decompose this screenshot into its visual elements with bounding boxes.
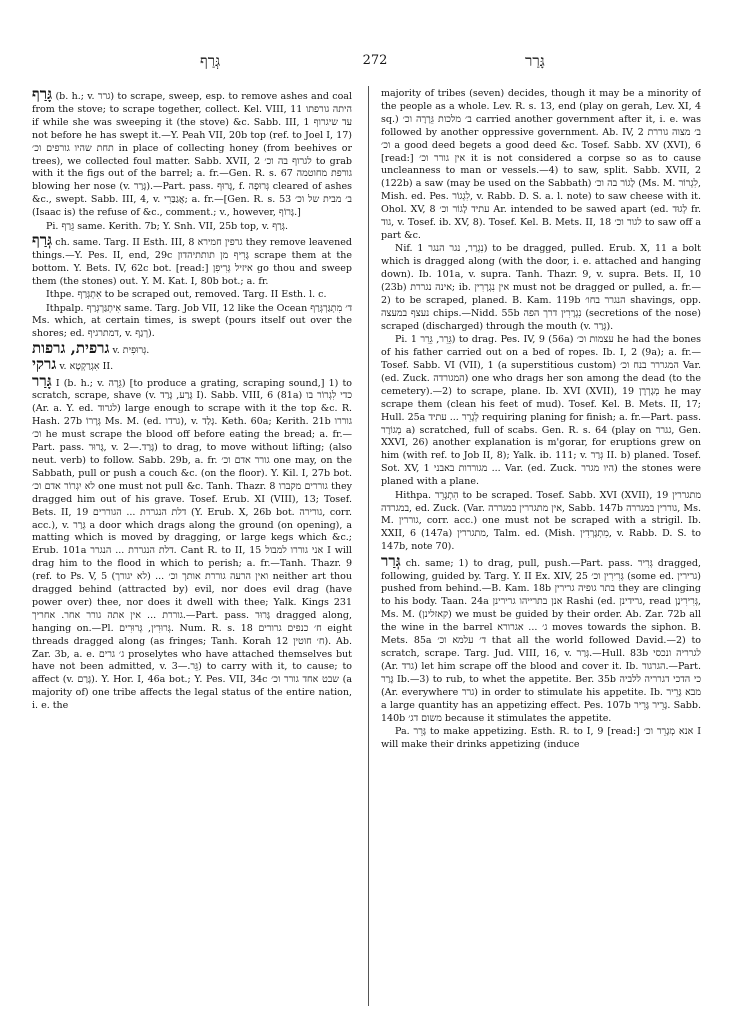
entry-text: Ithpe. אִתְגְּרַף to be scraped out, removed. Targ. II Esth. l. c. [46,289,327,301]
entry-text: (b. h.; v. גרר) to scrape, sweep, esp. to remove ashes and coal from the stove; to scrape together, collect. Kel. VIII, 11 היתה גורפתו if while she was sweeping it (the stove) &c. Sabb. III, 1 עד שיגרוף not before he has swept it.—Y. Peah VII, 20b top (ref. to Joel I, 17) תחת שהיו גורפים וכ׳ in place of collecting honey (from beehives or trees), we collected foul matter. Sabb. XVII, 2 לגרוף בה וכ׳ to grab with it the figs out of the barrel; a. fr.—Gen. R. s. 67 גורפת מחוטמה blowing her nose (v. גָּרַר).—Part. pass. גָּרוּף, f. גְּרוּפָה cleared of ashes &c., swept. Sabb. III, 4, v. אֲגַבַּרִי; a. fr.—[Gen. R. s. 53 ב׳ מבית של וכ׳ (Isaac is) the refuse of &c., comment.; v., however, גָּרוֹף.] [32,91,352,219]
dictionary-entry [32,338,352,358]
entry-text: v. גְּרוּפִית. [112,344,150,356]
entry-headword: גָּרַר [32,371,52,390]
dictionary-entry [32,88,352,220]
dictionary-entry [32,355,352,374]
left-running-head: גְּרַף [200,52,221,70]
entry-text: Pa. גָּרֵר to make appetizing. Esth. R. to I, 9 [read:] אנא מְגָרֵר וכ׳ I will make their drinks appetizing (induce [381,725,701,750]
page-header [0,52,750,76]
dictionary-entry [381,490,701,555]
dictionary-entry [32,221,352,234]
entry-text: Ithpalp. אִיתְגַּרְגְּרַף same. Targ. Job VII, 12 like the Ocean ד׳ מִתְגַּרְגְּרַף Ms. which, at certain times, is swept (pours itself out over the shores; ed. דמתרגיף, v. רְגַף). [32,302,352,340]
entry-headword: גרקי [32,355,57,374]
entry-text: I (b. h.; v. גֵּרָה) [to produce a grating, scraping sound,] 1) to scratch, scrape, shave (v. גָּרַע, גָּרַד I). Sabb. VIII, 6 (81a) כדי לִגְרוֹר בו (Ar. a. Y. ed. לגרוד) large enough to scrape with it the top &c. R. Hash. 27b גְּרָרוֹ Ms. M. (ed. גרדו), v. גָּלַד. Keth. 60a; Kerith. 21b גוררו וכ׳ he must scrape the blood off before eating the bread; a. fr.—Part. pass. גָּרוּר, v. גָּרַד.—2) to drag, to move without lifting; (also neut. verb) to follow. Sabb. 29b, a. fr. גורר אדם וכ׳ one may, on the Sabbath, pull or push a couch &c. (on the floor). Y. Kil. I, 27b bot. לא יִגְרוֹר אדם וכ׳ one must not pull &c. Tanh. Thazr. 8 גוררים מקברו they dragged him out of his grave. Tosef. Erub. XI (VIII), 13; Tosef. Bets. II, 19 דלת הנגררת ... הגוררים (Y. Erub. X, 26b bot. גורירה, corr. acc.), v. גְּרַר a door which drags along the ground (on opening), a matting which is moved by dragging, or large kegs which &c.; Erub. 101a דלת הנגררת ... הנגרר. Cant R. to II, 15 אני גוררו למבול I will drag him to the flood in which to perish; a. fr.—Tanh. Thazr. 9 (ref. to Ps. V, 5 (לא יגורך) ... ואין הרעה גוררת אותך וכ׳ neither art thou dragged behind (attracted by) evil, nor does evil drag (have power over) thee, nor does it dwell with thee; Yalk. Kings 231 גוררת ... אין אתה גורר אחר. אחריך.—Part. pass. גָּרוּר dragged along, hanging on.—Pl. גְּרוּרִין, גְּרוּרִים. Num. R. s. 18 ח׳ כנפים גרורים eight threads dragged along (as fringes; Tanh. Korah 12 ח׳ חוטין). Ab. Zar. 3b, a. e. ג׳ גרים proselytes who have attached themselves but have not been admitted, v. גֵּר.—3) to carry with it, to cause; to affect (v. גָּרַם). Y. Hor. I, 46a bot.; Y. Pes. VII, 34c שבט אחד גורר וכ׳ (a majority of) one tribe affects the legal status of the entire nation, i. e. the [32,377,352,712]
entry-text: majority of tribes (seven) decides, though it may be a minority of the people as a whole. Lev. R. s. 13, end (play on gerah, Lev. XI, 4 sq.) ב׳ מלכות גֵּרָרָה וכ׳ carried another government after it, i. e. was followed by another oppressive government. Ab. IV, 2 ב׳ מצוה גוררת וכ׳ a good deed begets a good deed &c. Tosef. Sabb. XV (XVI), 6 [read:] אין גורר וכ׳ it is not considered a corpse so as to cause uncleanness to man or vessels.—4) to saw, split. Sabb. XVII, 2 (122b) a saw (may be used on the Sabbath) לָגוֹר בה וכ׳ (Ms. M. לִגְרוֹר, Mish. ed. Pes. לִגְגוֹר, v. Rabb. D. S. a. l. note) to saw cheese with it. Ohol. XV, 8 עתיד לָגוֹר וכ׳ Ar. intended to be sawed apart (ed. לְגוּד fr. גוד, v. Tosef. ib. XV, 8). Tosef. Kel. B. Mets. II, 18 לגור וכ׳ to saw off a part &c. [381,88,701,241]
entry-text: ch. same. Targ. II Esth. III, 8 גרפין חמירא they remove leavened things.—Y. Pes. II, end, 29c גָּרִיף מן תותתיהדון scrape them at the bottom. Y. Bets. IV, 62c bot. [read:] איזיל גְּרִיפִן go thou and sweep them (the stones) out. Y. M. Kat. I, 80b bot.; a. fr. [32,236,352,287]
left-column [32,88,352,1013]
entry-headword: גְּרַר [381,551,401,570]
entry-text: Pi. גֵּרֵר, גֵּרֵר 1) to drag. Pes. IV, 9 (56a) עצמות וכ׳ he had the bones of his father carried out on a bed of ropes. Ib. I, 2 (9a); a. fr.—Tosef. Sabb. VI (VII), 1 (a superstitious custom) המגררר בנח וכ׳ Var. (ed. Zuck. המגורדה) one who drags her son among the dead (to the cemetery).—2) to scrape, plane. Ib. XVI (XVII), 19 מְגָרְרָן he may scrape them (clean his feet of mud). Tosef. Kel. B. Mets. II, 17; Hull. 25a לְגָרֵר ... עתיד requiring planing for finish; a. fr.—Part. pass. מְגוֹרָר a) scratched, full of scabs. Gen. R. s. 64 (play on גגרר, Gen. XXVI, 26) another explanation is m'gorar, for eruptions grew on him (with ref. to Job II, 8); Yalk. ib. 111; v. גְּרַר II. b) planed. Tosef. Sot. XV, 1 מגוררות באבני ... Var. (ed. Zuck. היו מגרר) the stones were planed with a plane. [381,334,701,488]
entry-text: ch. same; 1) to drag, pull, push.—Part. pass. גְּרִיר dragged, following, guided by. Targ. Y. II Ex. XIV, 25 גְּרִירִין וכ׳ (some ed. גרירין) pushed from behind.—B. Kam. 18b בתר גופיה גרירין they are clinging to his body. Taan. 24a אנן בתרייהו גרירינן Rashi (ed. גרידינן, read גְּרִירִינַן, Ms. M. (קאזלינן) we must be guided by their order. Ab. Zar. 72b all the wine in the barrel ג׳ ... אגרורא moves towards the siphon. B. Mets. 85a ד׳ עלמא וכ׳ that all the world followed David.—2) to scratch, scrape. Targ. Jud. VIII, 16, v. גְּרַר.—Hull. 83b לגרריה ונכסי (Ar. גרד) let him scrape off the blood and cover it. Ib. הגרגור.—Part. גָּרַר Ib.—3) to rub, to whet the appetite. Ber. 35b כי הדכי דגרריה ללביה (Ar. everywhere גרר) in order to stimulate his appetite. Ib. מבא גָּרֵיר a large quantity has an appetizing effect. Pes. 107b גָּרֵיר גָּרֵיר. Sabb. 140b משום דג׳ because it stimulates the appetite. [381,557,701,724]
dictionary-entry [32,371,352,714]
entry-headword: גְּרַף [32,230,53,249]
entry-text: Hithpa. הִתְגָּרֵר to be scraped. Tosef. Sabb. XVI (XVII), 19 מתגררין במגרדה, ed. Zuck. (Var. אין מתגררין במגררה, Sabb. 147b גוררין במגררה, Ms. M. גוררין, corr. acc.) one must not be scraped with a strigil. Ib. XXII, 6 (147a) מתגררין, Talm. ed. (Mish. מִתְגָּרְדִין, v. Rabb. D. S. to 147b, note 70). [381,489,701,553]
column-divider [368,86,369,1006]
entry-headword: גָּרַף [32,88,53,103]
dictionary-entry [32,303,352,342]
dictionary-entry [381,88,701,243]
dictionary-entry [381,334,701,489]
entry-text: Pi. גֵּרַף same. Kerith. 7b; Y. Snh. VII, 25b top, v. גְּרַף. [46,220,288,232]
dictionary-entry [32,289,352,302]
page-number: 272 [362,53,388,68]
entry-text: v. אִגְרַקְטָא II. [59,361,114,373]
entry-text: Nif. נִגְרַר, נגר הנגר 1) to be dragged, pulled. Erub. X, 11 a bolt which is dragged along (with the door, i. e. attached and hanging down). Ib. 101a, v. supra. Tanh. Thazr. 9, v. supra. Bets. II, 10 (23b) אינה נגררת; ib. אין נִגְרָרִין must not be dragged or pulled, a. fr.—2) to be scraped, planed. B. Kam. 119b הנגרר בחו׳ shavings, opp. נעצף במעצה chips.—Nidd. 55b נִגְרָרִין דרך הפה (secretions of the nose) scraped (discharged) through the mouth (v. גְּרַר). [381,243,701,332]
dictionary-entry [381,551,701,726]
right-column [381,88,701,1013]
entry-headword: גרפית, גרפות [32,338,110,357]
right-running-head: גָּרַר [525,52,545,70]
dictionary-entry [32,230,352,289]
dictionary-entry [381,243,701,333]
dictionary-entry [381,726,701,752]
